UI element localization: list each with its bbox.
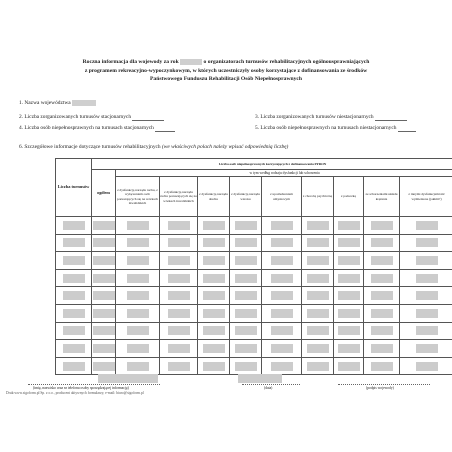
cell-input[interactable] xyxy=(235,309,257,318)
table-cell[interactable] xyxy=(334,322,364,340)
table-row xyxy=(56,287,452,305)
column-header-9: z innymi dysfunkcjami niż wymienione (jakimi?) xyxy=(400,177,452,217)
table-cell[interactable] xyxy=(400,287,452,305)
year-field[interactable] xyxy=(180,59,202,65)
table-cell[interactable] xyxy=(364,357,400,375)
table-cell[interactable] xyxy=(400,217,452,235)
cell-input[interactable] xyxy=(271,326,293,335)
cell-input[interactable] xyxy=(235,326,257,335)
cell-input[interactable] xyxy=(203,309,225,318)
table-cell[interactable] xyxy=(116,269,160,287)
table-cell[interactable] xyxy=(364,340,400,358)
cell-input[interactable] xyxy=(371,256,393,265)
cell-input[interactable] xyxy=(127,326,149,335)
nonstationary-persons-input[interactable] xyxy=(398,126,416,132)
title-line2: z programem rekreacyjno-wypoczynkowym, w których uczestniczyły osoby korzystające z dofinansowania ze środków xyxy=(84,67,368,74)
cell-input[interactable] xyxy=(235,274,257,283)
table-cell[interactable] xyxy=(116,287,160,305)
table-cell[interactable] xyxy=(400,252,452,270)
cell-input[interactable] xyxy=(63,362,85,371)
cell-input[interactable] xyxy=(203,291,225,300)
signature-line-preparer[interactable] xyxy=(28,384,160,385)
table-cell[interactable] xyxy=(334,234,364,252)
document-title xyxy=(30,58,422,84)
cell-input[interactable] xyxy=(63,221,85,230)
cell-input[interactable] xyxy=(307,221,329,230)
table-cell[interactable] xyxy=(116,340,160,358)
date-input[interactable] xyxy=(238,374,282,383)
table-cell[interactable] xyxy=(302,269,334,287)
cell-input[interactable] xyxy=(307,238,329,247)
cell-input[interactable] xyxy=(371,291,393,300)
cell-input[interactable] xyxy=(271,362,293,371)
table-row xyxy=(56,340,452,358)
table-cell[interactable] xyxy=(160,340,198,358)
table-cell[interactable] xyxy=(160,269,198,287)
cell-input[interactable] xyxy=(168,362,190,371)
cell-input[interactable] xyxy=(371,309,393,318)
cell-input[interactable] xyxy=(307,362,329,371)
cell-input[interactable] xyxy=(235,238,257,247)
cell-input[interactable] xyxy=(271,238,293,247)
cell-input[interactable] xyxy=(416,344,438,353)
table-cell[interactable] xyxy=(56,357,92,375)
table-cell[interactable] xyxy=(160,357,198,375)
table-cell[interactable] xyxy=(262,322,302,340)
cell-input[interactable] xyxy=(416,274,438,283)
table-cell[interactable] xyxy=(198,287,230,305)
table-cell[interactable] xyxy=(364,304,400,322)
table-cell[interactable] xyxy=(334,340,364,358)
table-cell[interactable] xyxy=(400,340,452,358)
cell-input[interactable] xyxy=(371,362,393,371)
table-row xyxy=(56,269,452,287)
cell-input[interactable] xyxy=(203,274,225,283)
column-header-3: z dysfunkcją narządu słuchu xyxy=(198,177,230,217)
table-cell[interactable] xyxy=(334,269,364,287)
cell-input[interactable] xyxy=(93,362,115,371)
cell-input[interactable] xyxy=(127,221,149,230)
cell-input[interactable] xyxy=(307,344,329,353)
cell-input[interactable] xyxy=(127,274,149,283)
cell-input[interactable] xyxy=(127,291,149,300)
table-cell[interactable] xyxy=(400,234,452,252)
cell-input[interactable] xyxy=(63,256,85,265)
stationary-count-input[interactable] xyxy=(132,115,164,121)
table-cell[interactable] xyxy=(56,322,92,340)
table-cell[interactable] xyxy=(92,304,116,322)
table-cell[interactable] xyxy=(92,234,116,252)
turnus-table xyxy=(55,158,452,375)
table-cell[interactable] xyxy=(198,340,230,358)
cell-input[interactable] xyxy=(235,256,257,265)
cell-input[interactable] xyxy=(168,274,190,283)
cell-input[interactable] xyxy=(203,326,225,335)
table-cell[interactable] xyxy=(92,269,116,287)
table-cell[interactable] xyxy=(198,322,230,340)
table-cell[interactable] xyxy=(160,217,198,235)
table-cell[interactable] xyxy=(302,357,334,375)
cell-input[interactable] xyxy=(338,274,360,283)
column-header-2: z dysfunkcją narządu ruchu poruszających się na wózkach inwalidzkich xyxy=(160,177,198,217)
field-stationary-count: 2. Liczba zorganizowanych turnusów stacjonarnych xyxy=(19,114,164,121)
header-sub: w tym według rodzaju dysfunkcji lub schorzenia xyxy=(116,170,452,177)
table-cell[interactable] xyxy=(198,304,230,322)
cell-input[interactable] xyxy=(416,221,438,230)
cell-input[interactable] xyxy=(235,344,257,353)
table-cell[interactable] xyxy=(262,252,302,270)
signature-line-governor[interactable] xyxy=(338,384,430,385)
cell-input[interactable] xyxy=(168,326,190,335)
table-cell[interactable] xyxy=(198,217,230,235)
field-nonstationary-persons: 5. Liczba osób niepełnosprawnych na turnusach niestacjonarnych xyxy=(255,125,416,132)
table-cell[interactable] xyxy=(198,357,230,375)
cell-input[interactable] xyxy=(416,309,438,318)
cell-input[interactable] xyxy=(203,344,225,353)
title-line1-b: o organizatorach turnusów rehabilitacyjnych ogólnousprawniających xyxy=(203,59,370,65)
cell-input[interactable] xyxy=(416,291,438,300)
table-cell[interactable] xyxy=(230,287,262,305)
column-header-4: z dysfunkcją narządu wzroku xyxy=(230,177,262,217)
cell-input[interactable] xyxy=(235,291,257,300)
table-cell[interactable] xyxy=(56,340,92,358)
cell-input[interactable] xyxy=(127,309,149,318)
table-cell[interactable] xyxy=(262,340,302,358)
cell-input[interactable] xyxy=(416,362,438,371)
cell-input[interactable] xyxy=(168,309,190,318)
cell-input[interactable] xyxy=(371,238,393,247)
table-row xyxy=(56,252,452,270)
table-cell[interactable] xyxy=(230,269,262,287)
table-cell[interactable] xyxy=(364,322,400,340)
table-cell[interactable] xyxy=(160,322,198,340)
table-cell[interactable] xyxy=(92,357,116,375)
column-header-8: ze schorzeniami układu krążenia xyxy=(364,177,400,217)
cell-input[interactable] xyxy=(371,344,393,353)
cell-input[interactable] xyxy=(93,221,115,230)
cell-input[interactable] xyxy=(203,238,225,247)
table-cell[interactable] xyxy=(334,304,364,322)
table-cell[interactable] xyxy=(262,287,302,305)
table-cell[interactable] xyxy=(334,252,364,270)
table-cell[interactable] xyxy=(302,252,334,270)
cell-input[interactable] xyxy=(271,291,293,300)
cell-input[interactable] xyxy=(338,362,360,371)
table-cell[interactable] xyxy=(334,357,364,375)
cell-input[interactable] xyxy=(416,326,438,335)
preparer-input[interactable] xyxy=(98,374,158,383)
table-cell[interactable] xyxy=(92,340,116,358)
table-row xyxy=(56,304,452,322)
table-row xyxy=(56,234,452,252)
table-cell[interactable] xyxy=(230,340,262,358)
table-cell[interactable] xyxy=(302,217,334,235)
table-row xyxy=(56,357,452,375)
cell-input[interactable] xyxy=(338,256,360,265)
table-cell[interactable] xyxy=(262,357,302,375)
cell-input[interactable] xyxy=(371,221,393,230)
cell-input[interactable] xyxy=(271,256,293,265)
cell-input[interactable] xyxy=(235,221,257,230)
cell-input[interactable] xyxy=(338,326,360,335)
table-cell[interactable] xyxy=(400,322,452,340)
cell-input[interactable] xyxy=(338,309,360,318)
cell-input[interactable] xyxy=(307,291,329,300)
table-cell[interactable] xyxy=(302,340,334,358)
table-cell[interactable] xyxy=(364,269,400,287)
cell-input[interactable] xyxy=(271,344,293,353)
cell-input[interactable] xyxy=(93,344,115,353)
cell-input[interactable] xyxy=(63,344,85,353)
cell-input[interactable] xyxy=(93,291,115,300)
cell-input[interactable] xyxy=(127,344,149,353)
cell-input[interactable] xyxy=(203,362,225,371)
cell-input[interactable] xyxy=(168,344,190,353)
header-group: Liczba osób niepełnosprawnych korzystających z dofinansowania PFRON xyxy=(92,159,452,170)
cell-input[interactable] xyxy=(371,274,393,283)
cell-input[interactable] xyxy=(338,238,360,247)
cell-input[interactable] xyxy=(93,256,115,265)
table-cell[interactable] xyxy=(56,252,92,270)
signature-line-date[interactable] xyxy=(242,384,300,385)
table-cell[interactable] xyxy=(116,357,160,375)
cell-input[interactable] xyxy=(63,309,85,318)
field-details: 6. Szczegółowe informacje dotyczące turnusów rehabilitacyjnych (we właściwych polach należy wpisać odpowiednią liczbę) xyxy=(19,144,289,150)
table-cell[interactable] xyxy=(230,304,262,322)
table-cell[interactable] xyxy=(262,269,302,287)
table-cell[interactable] xyxy=(56,269,92,287)
cell-input[interactable] xyxy=(168,238,190,247)
cell-input[interactable] xyxy=(127,256,149,265)
table-cell[interactable] xyxy=(302,322,334,340)
table-cell[interactable] xyxy=(230,322,262,340)
cell-input[interactable] xyxy=(168,291,190,300)
stationary-persons-input[interactable] xyxy=(155,126,175,132)
nonstationary-count-input[interactable] xyxy=(375,115,407,121)
table-cell[interactable] xyxy=(56,217,92,235)
signature-label-governor: (podpis wojewody) xyxy=(366,386,394,390)
table-cell[interactable] xyxy=(302,234,334,252)
cell-input[interactable] xyxy=(63,238,85,247)
cell-input[interactable] xyxy=(63,291,85,300)
table-cell[interactable] xyxy=(198,269,230,287)
cell-input[interactable] xyxy=(235,362,257,371)
table-cell[interactable] xyxy=(160,252,198,270)
table-cell[interactable] xyxy=(334,287,364,305)
table-cell[interactable] xyxy=(230,217,262,235)
cell-input[interactable] xyxy=(93,274,115,283)
column-header-6: z chorobą psychiczną xyxy=(302,177,334,217)
column-header-1: z dysfunkcją narządu ruchu, z wyłączeniem osób poruszających się na wózkach inwalidzkich xyxy=(116,177,160,217)
cell-input[interactable] xyxy=(93,309,115,318)
table-row xyxy=(56,217,452,235)
table-cell[interactable] xyxy=(92,322,116,340)
table-cell[interactable] xyxy=(56,287,92,305)
cell-input[interactable] xyxy=(338,344,360,353)
table-cell[interactable] xyxy=(400,304,452,322)
table-cell[interactable] xyxy=(160,234,198,252)
column-header-7: z padaczką xyxy=(334,177,364,217)
table-cell[interactable] xyxy=(230,252,262,270)
table-cell[interactable] xyxy=(364,287,400,305)
cell-input[interactable] xyxy=(93,326,115,335)
table-cell[interactable] xyxy=(116,304,160,322)
table-cell[interactable] xyxy=(302,287,334,305)
table-cell[interactable] xyxy=(92,217,116,235)
table-cell[interactable] xyxy=(400,357,452,375)
header-liczba-turnusow: Liczba turnusów xyxy=(56,159,92,217)
table-cell[interactable] xyxy=(302,304,334,322)
cell-input[interactable] xyxy=(63,326,85,335)
table-cell[interactable] xyxy=(262,217,302,235)
table-cell[interactable] xyxy=(160,304,198,322)
table-cell[interactable] xyxy=(262,234,302,252)
table-cell[interactable] xyxy=(364,217,400,235)
signature-label-date: (data) xyxy=(264,386,273,390)
table-cell[interactable] xyxy=(160,287,198,305)
cell-input[interactable] xyxy=(168,221,190,230)
table-cell[interactable] xyxy=(92,252,116,270)
footer-text: Druk:www.sigoform.pl Sp. z o.o., producent aktywnych formularzy, e-mail: biuro@sigoform.pl xyxy=(6,391,144,395)
cell-input[interactable] xyxy=(307,326,329,335)
cell-input[interactable] xyxy=(93,238,115,247)
cell-input[interactable] xyxy=(307,274,329,283)
cell-input[interactable] xyxy=(63,274,85,283)
table-cell[interactable] xyxy=(56,304,92,322)
cell-input[interactable] xyxy=(338,291,360,300)
table-cell[interactable] xyxy=(116,217,160,235)
cell-input[interactable] xyxy=(127,362,149,371)
cell-input[interactable] xyxy=(203,221,225,230)
cell-input[interactable] xyxy=(271,274,293,283)
table-cell[interactable] xyxy=(364,234,400,252)
title-line1-a: Roczna informacja dla wojewody za rok xyxy=(82,59,179,65)
table-cell[interactable] xyxy=(334,217,364,235)
cell-input[interactable] xyxy=(271,309,293,318)
table-row xyxy=(56,322,452,340)
table-cell[interactable] xyxy=(364,252,400,270)
cell-input[interactable] xyxy=(307,256,329,265)
table-cell[interactable] xyxy=(230,234,262,252)
table-cell[interactable] xyxy=(116,252,160,270)
field-stationary-persons: 4. Liczba osób niepełnosprawnych na turnusach stacjonarnych xyxy=(19,125,175,132)
header-ogolem: ogółem xyxy=(92,170,116,217)
table-cell[interactable] xyxy=(92,287,116,305)
cell-input[interactable] xyxy=(127,238,149,247)
cell-input[interactable] xyxy=(416,256,438,265)
column-header-5: z upośledzeniem umysłowym xyxy=(262,177,302,217)
cell-input[interactable] xyxy=(203,256,225,265)
table-cell[interactable] xyxy=(56,234,92,252)
field-voivodeship: 1. Nazwa województwa xyxy=(19,100,96,107)
signature-label-preparer: (imię, nazwisko oraz nr telefonu osoby sporządzającej informację) xyxy=(33,386,129,390)
table-cell[interactable] xyxy=(198,252,230,270)
table-cell[interactable] xyxy=(262,304,302,322)
cell-input[interactable] xyxy=(168,256,190,265)
table-cell[interactable] xyxy=(198,234,230,252)
table-cell[interactable] xyxy=(116,234,160,252)
title-line3: Państwowego Funduszu Rehabilitacji Osób Niepełnosprawnych xyxy=(150,76,302,83)
field-nonstationary-count: 3. Liczba zorganizowanych turnusów niestacjonarnych xyxy=(255,114,407,121)
cell-input[interactable] xyxy=(371,326,393,335)
table-cell[interactable] xyxy=(400,269,452,287)
cell-input[interactable] xyxy=(338,221,360,230)
cell-input[interactable] xyxy=(416,238,438,247)
cell-input[interactable] xyxy=(271,221,293,230)
voivodeship-input[interactable] xyxy=(72,100,96,106)
table-cell[interactable] xyxy=(116,322,160,340)
table-cell[interactable] xyxy=(230,357,262,375)
cell-input[interactable] xyxy=(307,309,329,318)
